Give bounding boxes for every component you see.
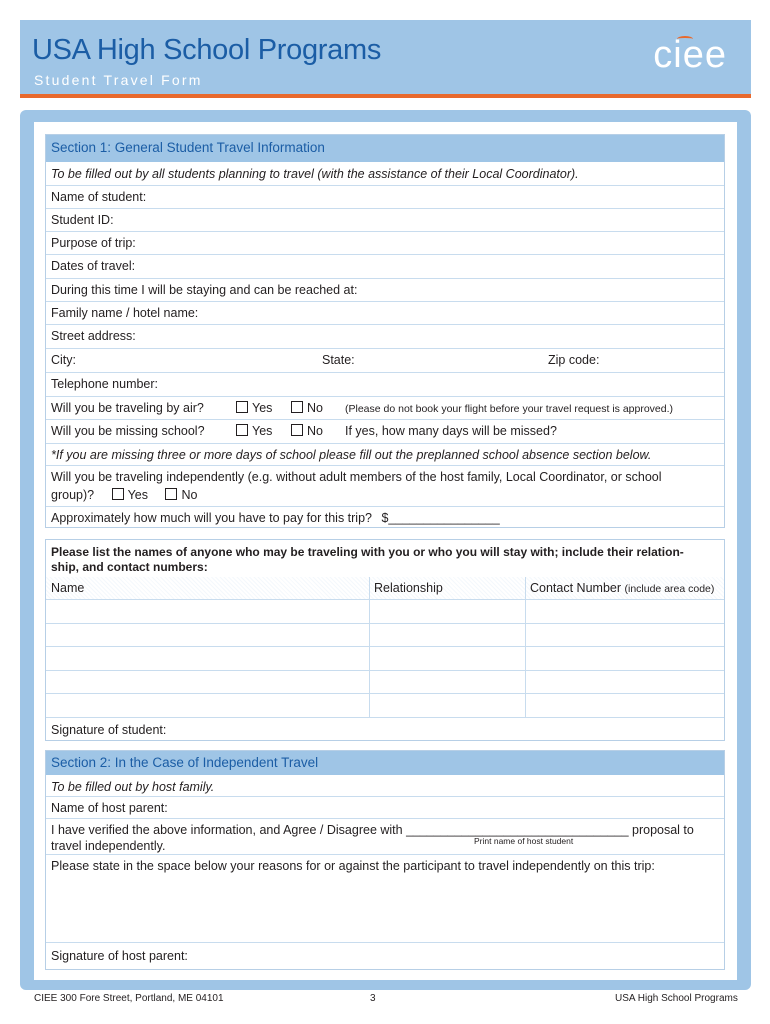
col-name-header: Name (51, 581, 85, 595)
section-2-instruction: To be filled out by host family. (46, 776, 724, 797)
purpose-label: Purpose of trip: (51, 236, 136, 250)
table-divider-2 (525, 577, 526, 717)
trip-cost-blank[interactable]: $________________ (381, 511, 500, 525)
col-relationship-header: Relationship (374, 581, 443, 595)
air-no-checkbox[interactable] (291, 401, 303, 413)
page-subtitle: Student Travel Form (34, 72, 203, 88)
days-missed-label: If yes, how many days will be missed? (345, 424, 557, 438)
companions-table-header (46, 577, 724, 600)
air-note: (Please do not book your flight before your travel request is approved.) (345, 403, 674, 415)
air-yes-label: Yes (252, 401, 273, 415)
air-label: Will you be traveling by air? (51, 401, 204, 415)
school-yes-option[interactable] (236, 423, 272, 439)
footer-program: USA High School Programs (615, 993, 738, 1004)
name-of-student-field[interactable] (46, 186, 724, 209)
name-of-student-label: Name of student: (51, 190, 147, 204)
page-title: USA High School Programs (32, 34, 382, 66)
family-hotel-field[interactable] (46, 302, 724, 325)
school-no-option[interactable] (291, 423, 323, 439)
table-row-line (46, 693, 724, 694)
section-2-heading: Section 2: In the Case of Independent Travel (46, 751, 724, 775)
host-parent-label: Name of host parent: (51, 801, 168, 815)
host-parent-field[interactable] (46, 797, 724, 819)
city-state-zip-row[interactable] (46, 349, 724, 373)
state-label: State: (322, 353, 355, 367)
verify-line1: I have verified the above information, and Agree / Disagree with ________________________________ proposal to (51, 823, 694, 837)
table-row-line (46, 670, 724, 671)
verify-line2: travel independently. (51, 839, 166, 853)
air-no-label: No (307, 401, 323, 415)
ciee-logo: ciee (653, 34, 727, 76)
dates-of-travel-field[interactable] (46, 255, 724, 279)
host-signature-label: Signature of host parent: (51, 949, 188, 963)
air-yes-option[interactable] (236, 400, 272, 416)
independent-travel-row (46, 466, 724, 507)
independent-no-option[interactable] (165, 488, 197, 502)
reasons-label: Please state in the space below your reasons for or against the participant to travel independently on this trip: (51, 859, 655, 873)
col-contact-label: Contact Number (530, 581, 622, 595)
print-name-caption: Print name of host student (474, 836, 574, 846)
table-row-1-relationship[interactable] (370, 601, 525, 623)
city-label: City: (51, 353, 76, 367)
table-row-1-name[interactable] (46, 601, 369, 623)
host-signature-field[interactable] (46, 945, 724, 967)
section-1-heading: Section 1: General Student Travel Information (46, 135, 724, 162)
page-header (20, 20, 751, 94)
independent-yes-checkbox[interactable] (112, 488, 124, 500)
purpose-of-trip-field[interactable] (46, 232, 724, 255)
trip-cost-row[interactable] (46, 507, 724, 527)
section-1-instruction: To be filled out by all students planning to travel (with the assistance of their Local Coordinator). (46, 163, 724, 186)
independent-question-cont: group)? (51, 488, 95, 502)
student-signature-label: Signature of student: (51, 723, 167, 737)
school-label: Will you be missing school? (51, 424, 205, 438)
table-row-line (46, 717, 724, 718)
missing-school-row (46, 420, 724, 444)
header-accent-bar (20, 94, 751, 98)
student-id-field[interactable] (46, 209, 724, 232)
companions-heading-line2: ship, and contact numbers: (51, 560, 208, 574)
air-no-option[interactable] (291, 400, 323, 416)
school-no-label: No (307, 424, 323, 438)
staying-at-field[interactable] (46, 279, 724, 302)
independent-no-checkbox[interactable] (165, 488, 177, 500)
dates-label: Dates of travel: (51, 259, 136, 273)
table-row-line (46, 623, 724, 624)
verify-row[interactable] (46, 819, 724, 855)
student-id-label: Student ID: (51, 213, 114, 227)
section-1 (45, 134, 725, 528)
street-label: Street address: (51, 329, 136, 343)
trip-cost-label: Approximately how much will you have to pay for this trip? (51, 511, 372, 525)
companions-section (45, 539, 725, 741)
air-yes-checkbox[interactable] (236, 401, 248, 413)
street-address-field[interactable] (46, 325, 724, 349)
school-yes-label: Yes (252, 424, 273, 438)
section-2 (45, 750, 725, 970)
air-travel-row (46, 397, 724, 420)
staying-label: During this time I will be staying and can be reached at: (51, 283, 358, 297)
footer-address: CIEE 300 Fore Street, Portland, ME 04101 (34, 993, 224, 1004)
table-row-line (46, 646, 724, 647)
telephone-label: Telephone number: (51, 377, 159, 391)
independent-no-label: No (181, 488, 198, 502)
school-no-checkbox[interactable] (291, 424, 303, 436)
school-yes-checkbox[interactable] (236, 424, 248, 436)
companions-heading-line1: Please list the names of anyone who may be traveling with you or who you will stay with; include their relation- (51, 545, 684, 559)
reasons-field[interactable] (46, 855, 724, 943)
zip-label: Zip code: (548, 353, 600, 367)
col-contact-header (530, 581, 714, 595)
family-label: Family name / hotel name: (51, 306, 199, 320)
col-contact-note: (include area code) (624, 583, 715, 595)
footer-page-number: 3 (370, 993, 376, 1004)
table-row-1-contact[interactable] (526, 601, 724, 623)
table-divider-1 (369, 577, 370, 717)
independent-question: Will you be traveling independently (e.g. without adult members of the host family, Local Coordinator, or school (51, 470, 662, 484)
companions-heading (51, 545, 721, 575)
telephone-field[interactable] (46, 373, 724, 397)
absence-note: *If you are missing three or more days of school please fill out the preplanned school absence section below. (46, 444, 724, 466)
independent-yes-label: Yes (127, 488, 148, 502)
independent-yes-option[interactable] (112, 488, 148, 502)
